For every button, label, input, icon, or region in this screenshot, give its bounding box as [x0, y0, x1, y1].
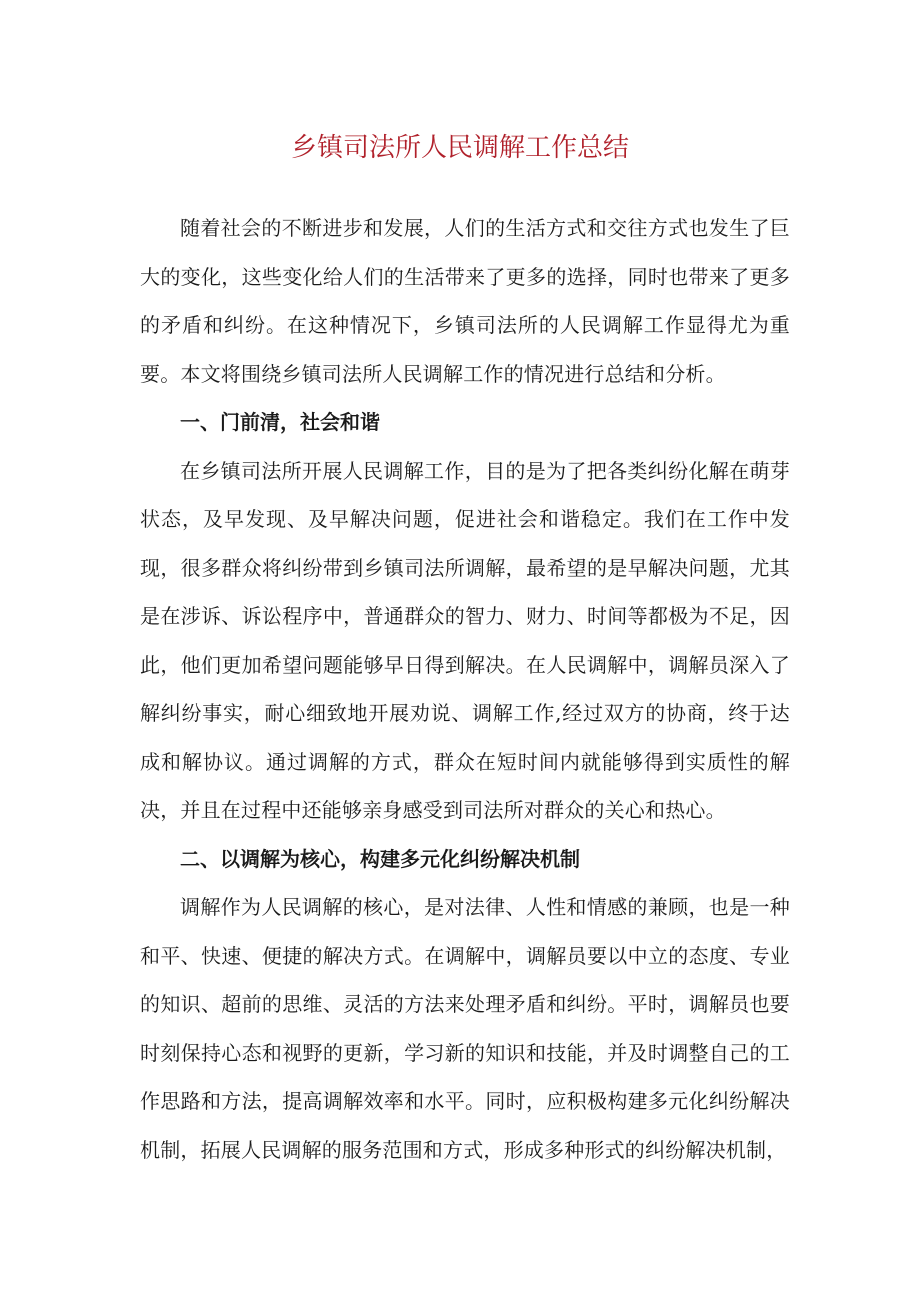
document-title: 乡镇司法所人民调解工作总结	[290, 133, 629, 163]
section-1-paragraph: 在乡镇司法所开展人民调解工作，目的是为了把各类纠纷化解在萌芽状态，及早发现、及早解决问题，促进社会和谐稳定。我们在工作中发现，很多群众将纠纷带到乡镇司法所调解，最希望的是早解决问题，尤其是在涉诉、诉讼程序中，普通群众的智力、财力、时间等都极为不足，因此，他们更加希望问题能够早日得到解决。在人民调解中，调解员深入了解纠纷事实，耐心细致地开展劝说、调解工作,经过双方的协商，终于达成和解协议。通过调解的方式，群众在短时间内就能够得到实质性的解决，并且在过程中还能够亲身感受到司法所对群众的关心和热心。	[140, 458, 790, 822]
document-body	[140, 204, 790, 1174]
section-heading-1: 一、门前清，社会和谐	[180, 410, 380, 434]
section-2-paragraph: 调解作为人民调解的核心，是对法律、人性和情感的兼顾，也是一种和平、快速、便捷的解决方式。在调解中，调解员要以中立的态度、专业的知识、超前的思维、灵活的方法来处理矛盾和纠纷。平时，调解员也要时刻保持心态和视野的更新，学习新的知识和技能，并及时调整自己的工作思路和方法，提高调解效率和水平。同时，应积极构建多元化纠纷解决机制，拓展人民调解的服务范围和方式，形成多种形式的纠纷解决机制，	[140, 895, 790, 1162]
intro-paragraph: 随着社会的不断进步和发展，人们的生活方式和交往方式也发生了巨大的变化，这些变化给人们的生活带来了更多的选择，同时也带来了更多的矛盾和纠纷。在这种情况下，乡镇司法所的人民调解工作显得尤为重要。本文将围绕乡镇司法所人民调解工作的情况进行总结和分析。	[140, 216, 790, 386]
section-heading-2: 二、以调解为核心，构建多元化纠纷解决机制	[180, 846, 580, 871]
